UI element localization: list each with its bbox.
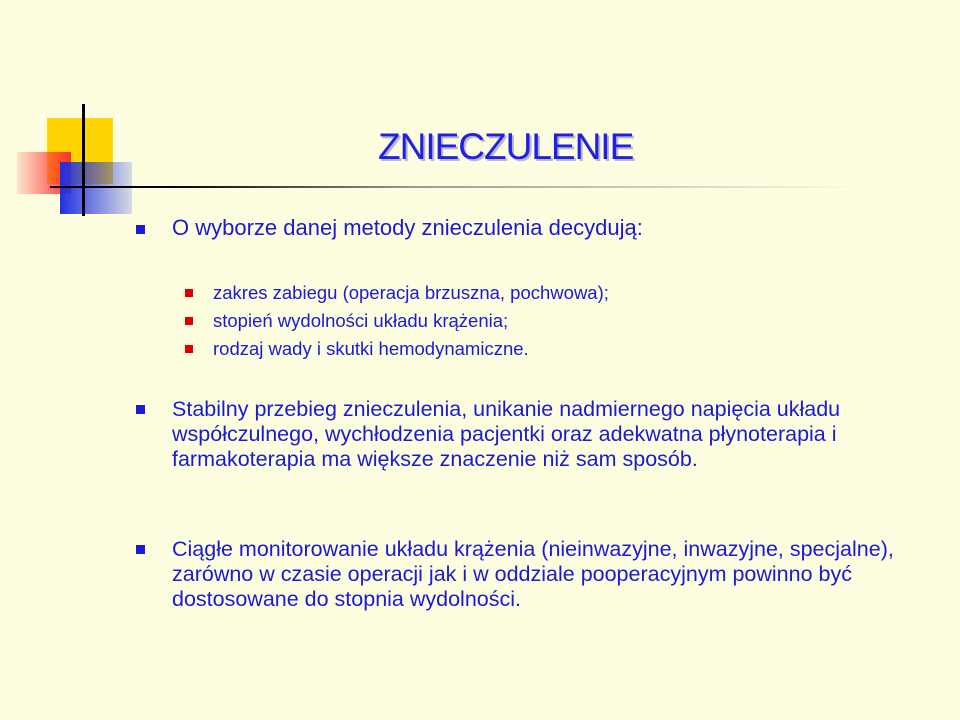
title-underline <box>50 186 860 188</box>
intro-text: O wyborze danej metody znieczulenia decydują: <box>172 215 643 240</box>
slide-title: ZNIECZULENIE <box>378 126 634 167</box>
paragraph-stability: Stabilny przebieg znieczulenia, unikanie nadmiernego napięcia układu współczulnego, wychłodzenia pacjentki oraz adekwatna płynoterapia i farmakoterapia ma większe znaczenie niż sam sposób. <box>172 397 841 471</box>
factor-item: stopień wydolności układu krążenia; <box>213 310 509 331</box>
logo-blue-square <box>60 162 132 214</box>
paragraph-monitoring: Ciągłe monitorowanie układu krążenia (nieinwazyjne, inwazyjne, specjalne), zarówno w czasie operacji jak i w oddziale pooperacyjnym powinno być dostosowane do stopnia wydolności. <box>172 537 894 611</box>
factor-item: rodzaj wady i skutki hemodynamiczne. <box>213 338 529 359</box>
sub-bullet-square-icon <box>185 317 193 325</box>
logo-vertical-line <box>82 104 85 216</box>
factor-item: zakres zabiegu (operacja brzuszna, pochwowa); <box>213 282 609 303</box>
sub-bullet-square-icon <box>185 345 193 353</box>
sub-bullet-square-icon <box>185 289 193 297</box>
bullet-square-icon <box>136 225 145 234</box>
bullet-square-icon <box>136 545 145 554</box>
bullet-square-icon <box>136 405 145 414</box>
